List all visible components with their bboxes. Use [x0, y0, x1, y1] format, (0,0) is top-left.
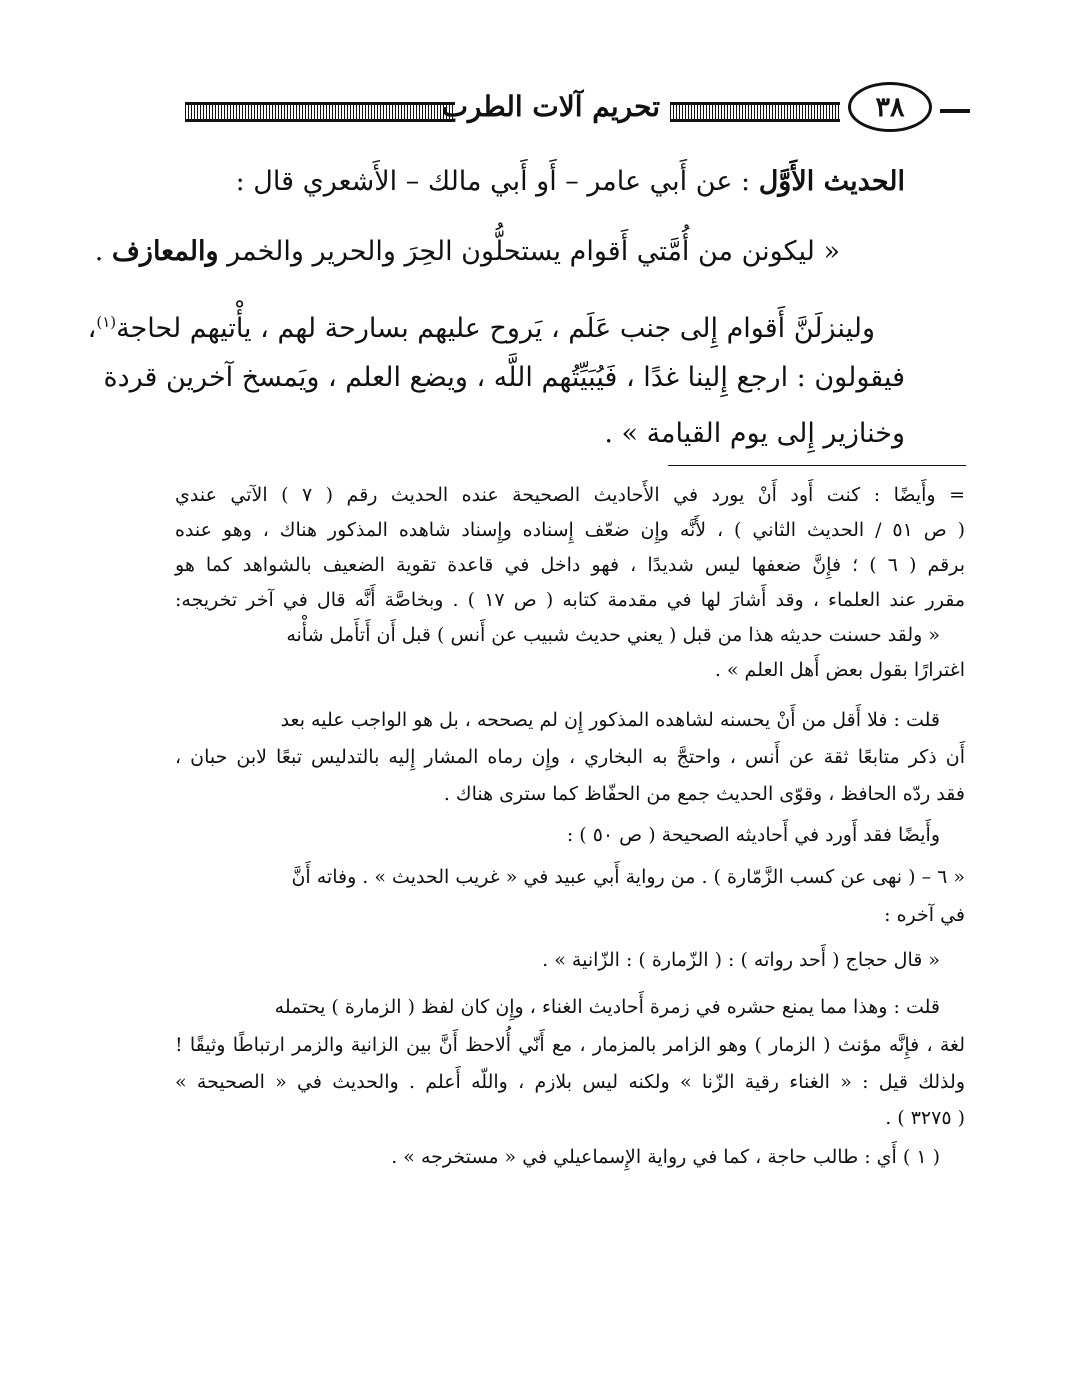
- footnote-ref: (١): [96, 313, 117, 331]
- hadith-text-end: ،: [87, 313, 97, 344]
- footnote-line: برقم ( ٦ ) ؛ فإِنَّ ضعفها ليس شديدًا ، فهو داخل في قاعدة تقوية الضعيف بالشواهد كما هو: [175, 554, 966, 576]
- footnote-line: قلت : وهذا مما يمنع حشره في زمرة أَحاديث الغناء ، وإِن كان لفظ ( الزمارة ) يحتمله: [274, 996, 940, 1018]
- hadith-text-line-2: [88, 302, 875, 349]
- hadith-text-part: « ليكونن من أُمَّتي أَقوام يستحلُّون الحِرَ والحرير والخمر: [218, 236, 840, 267]
- hadith-text-line-1: [95, 232, 840, 272]
- hadith-text-line-4: وخنازير إِلى يوم القيامة » .: [604, 418, 905, 449]
- header-rule-middle: [670, 102, 840, 122]
- header-rule-left: [185, 102, 455, 122]
- hadith-text-bold: والمعازف: [111, 236, 219, 267]
- footnote-line: مقرر عند العلماء ، وقد أَشارَ لها في مقدمة كتابه ( ص ١٧ ) . وبخاصَّة أَنَّه قال في آخر تخريجه:: [175, 589, 965, 611]
- footnote-line: ولذلك قيل : « الغناء رقية الزّنا » ولكنه ليس بلازم ، واللّه أَعلم . والحديث في « الصحيحة »: [175, 1071, 965, 1093]
- footnote-line: « ٦ – ( نهى عن كسب الزَّمّارة ) . من رواية أَبي عبيد في « غريب الحديث » . وفاته أَنَّ: [291, 866, 965, 888]
- footnote-line: في آخره :: [884, 904, 965, 926]
- hadith-heading-line: [236, 162, 905, 202]
- footnote-line: « قال حجاج ( أَحد رواته ) : ( الزّمارة ) : الزّانية » .: [542, 949, 940, 971]
- hadith-label: الحديث الأَوَّل: [758, 166, 905, 197]
- hadith-text-end: .: [94, 236, 112, 267]
- footnote-line: قلت : فلا أَقل من أَنْ يحسنه لشاهده المذكور إِن لم يصححه ، بل هو الواجب عليه بعد: [280, 709, 940, 731]
- footnote-line: وأَيضًا فقد أَورد في أَحاديثه الصحيحة ( ص ٥٠ ) :: [566, 824, 940, 846]
- footnote-line: ( ١ ) أَي : طالب حاجة ، كما في رواية الإِسماعيلي في « مستخرجه » .: [391, 1146, 940, 1168]
- footnote-line: فقد ردّه الحافظ ، وقوّى الحديث جمع من الحفّاظ كما سترى هناك .: [443, 783, 965, 805]
- footnote-line: أَن ذكر متابعًا ثقة عن أَنس ، واحتجَّ به البخاري ، وإِن رماه المشار إِليه بالتدليس تبعًا لابن حبان ،: [175, 746, 965, 768]
- footnote-line: لغة ، فإِنَّه مؤنث ( الزمار ) وهو الزامر بالمزمار ، مع أَنّي أُلاحظ أَنَّ بين الزانية والزمر ارتباطًا وثيقًا !: [175, 1034, 965, 1056]
- footnote-line: = وأَيضًا : كنت أَود أَنْ يورد في الأَحاديث الصحيحة عنده الحديث رقم ( ٧ ) الآتي عندي: [175, 484, 965, 506]
- running-title: تحريم آلات الطرب: [441, 90, 660, 123]
- page-header: [170, 80, 970, 140]
- footnote-separator: [668, 465, 966, 466]
- header-rule-right: [940, 109, 970, 113]
- hadith-text-part: ولينزلَنَّ أَقوام إِلى جنب عَلَم ، يَروح عليهم بسارحة لهم ، يأْتيهم لحاجة: [116, 313, 875, 344]
- page-number: ٣٨: [848, 82, 932, 132]
- footnote-line: ( ص ٥١ / الحديث الثاني ) ، لأَنَّه وإِن ضعّف إِسناده وإِسناد شاهده المذكور هناك ، وهو عنده: [175, 519, 965, 541]
- hadith-intro: : عن أَبي عامر – أَو أَبي مالك – الأَشعري قال :: [235, 166, 759, 197]
- footnote-line: « ولقد حسنت حديثه هذا من قبل ( يعني حديث شبيب عن أَنس ) قبل أَن أَتأَمل شأْنه: [286, 624, 940, 646]
- hadith-text-line-3: فيقولون : ارجع إِلينا غدًا ، فَيُبَيِّتُهم اللَّه ، ويضع العلم ، ويَمسخ آخرين قردة: [103, 362, 905, 393]
- footnote-line: اغترارًا بقول بعض أَهل العلم » .: [714, 659, 965, 681]
- footnote-line: ( ٣٢٧٥ ) .: [885, 1107, 965, 1129]
